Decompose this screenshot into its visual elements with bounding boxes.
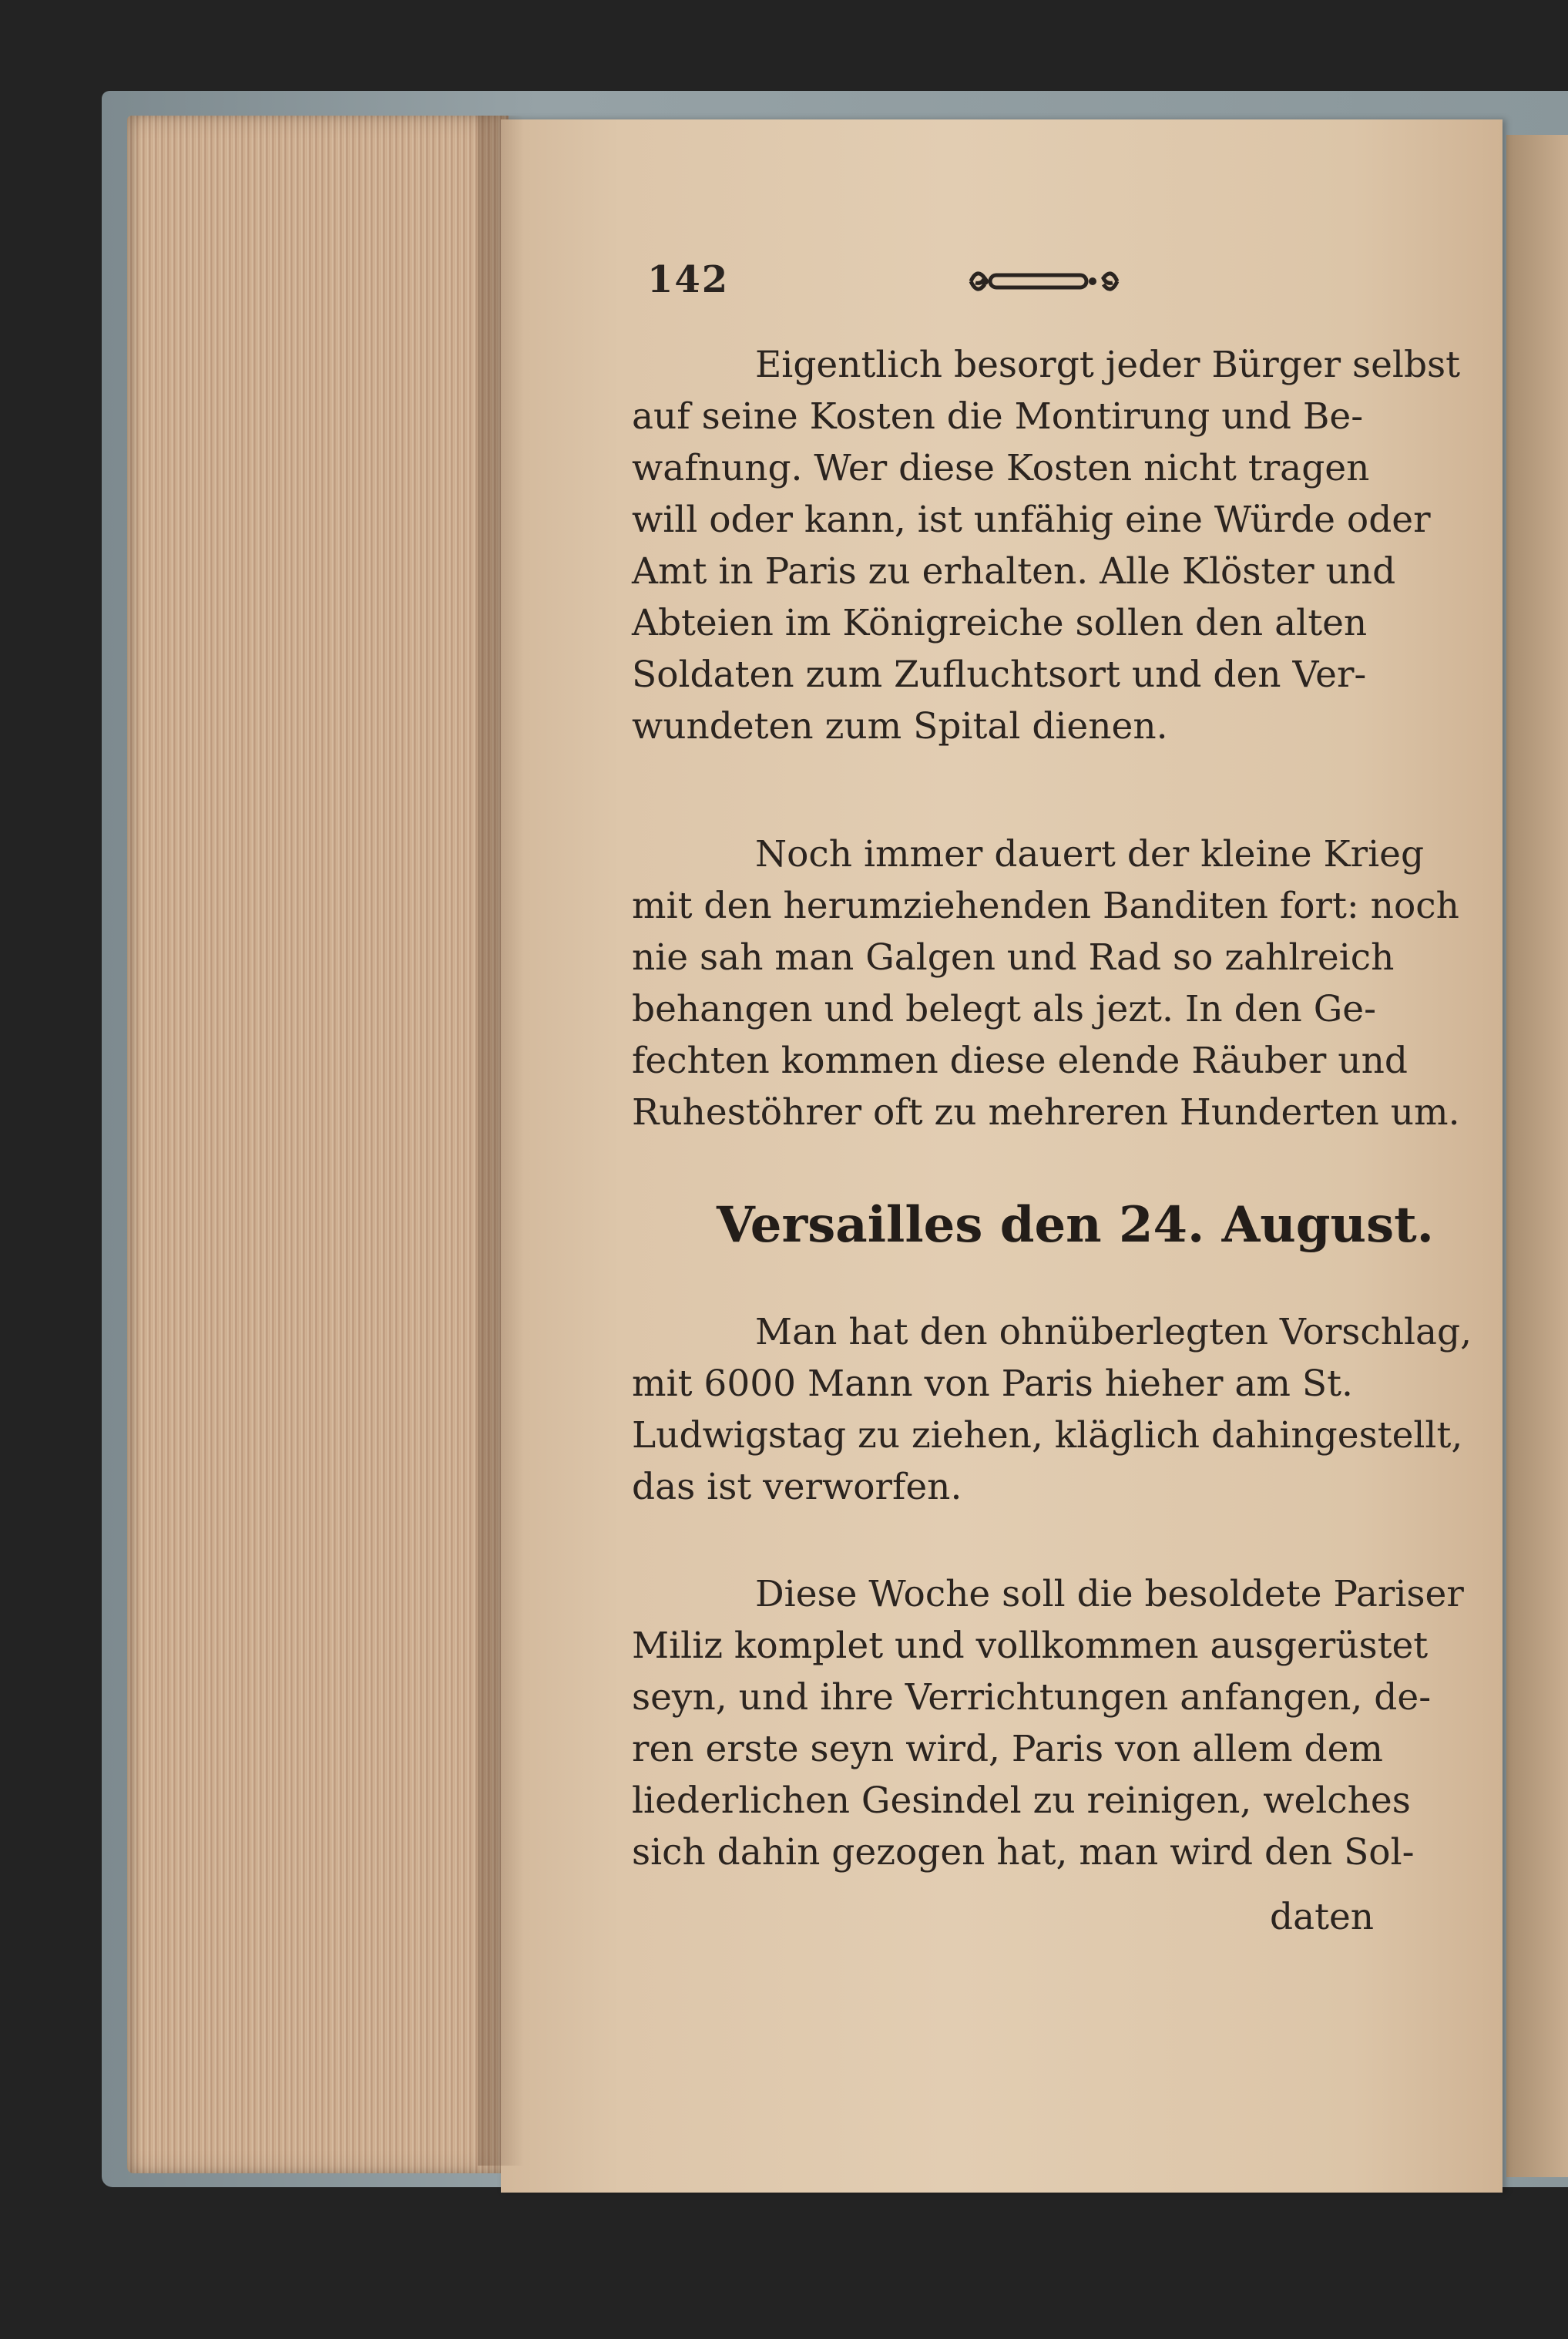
text-line: Ruhestöhrer oft zu mehreren Hunderten um. [632, 1091, 1460, 1134]
page-header [647, 258, 1202, 304]
section-heading: Versailles den 24. August. [717, 1196, 1434, 1254]
text-line: behangen und belegt als jezt. In den Ge- [632, 988, 1376, 1030]
paragraph-3 [632, 1306, 1472, 1513]
text-line: Eigentlich besorgt jeder Bürger selbst [755, 344, 1461, 386]
page-stack-edge [127, 116, 509, 2173]
text-line: sich dahin gezogen hat, man wird den Sol- [632, 1831, 1415, 1874]
text-line: auf seine Kosten die Montirung und Be- [632, 395, 1364, 438]
ornament-icon [955, 258, 1133, 304]
text-line: Diese Woche soll die besoldete Pariser [755, 1573, 1464, 1615]
text-line: fechten kommen diese elende Räuber und [632, 1040, 1408, 1082]
text-line: Soldaten zum Zufluchtsort und den Ver- [632, 654, 1367, 696]
text-line: mit 6000 Mann von Paris hieher am St. [632, 1363, 1353, 1405]
paragraph-2 [632, 828, 1468, 1138]
text-line: nie sah man Galgen und Rad so zahlreich [632, 936, 1395, 979]
text-line: seyn, und ihre Verrichtungen anfangen, de- [632, 1676, 1432, 1719]
text-line: Miliz komplet und vollkommen ausgerüstet [632, 1625, 1429, 1667]
text-line: mit den herumziehenden Banditen fort: noch [632, 885, 1459, 927]
text-line: wafnung. Wer diese Kosten nicht tragen [632, 447, 1370, 489]
text-line: will oder kann, ist unfähig eine Würde oder [632, 499, 1431, 541]
paragraph-4 [632, 1568, 1468, 1878]
text-line: Man hat den ohnüberlegten Vorschlag, [755, 1311, 1472, 1353]
text-line: liederlichen Gesindel zu reinigen, welches [632, 1779, 1411, 1822]
text-line: ren erste seyn wird, Paris von allem dem [632, 1728, 1383, 1770]
text-line: Ludwigstag zu ziehen, kläglich dahingestellt, [632, 1414, 1463, 1457]
catchword: daten [1270, 1896, 1375, 1938]
paragraph-1 [632, 339, 1468, 752]
next-page-edge [1506, 135, 1568, 2177]
text-line: Noch immer dauert der kleine Krieg [755, 833, 1425, 875]
book-gutter [478, 116, 524, 2166]
text-line: Amt in Paris zu erhalten. Alle Klöster und [632, 550, 1396, 593]
text-line: das ist verworfen. [632, 1466, 962, 1508]
text-line: wundeten zum Spital dienen. [632, 705, 1168, 748]
text-line: Abteien im Königreiche sollen den alten [632, 602, 1368, 644]
page-number: 142 [647, 258, 730, 301]
